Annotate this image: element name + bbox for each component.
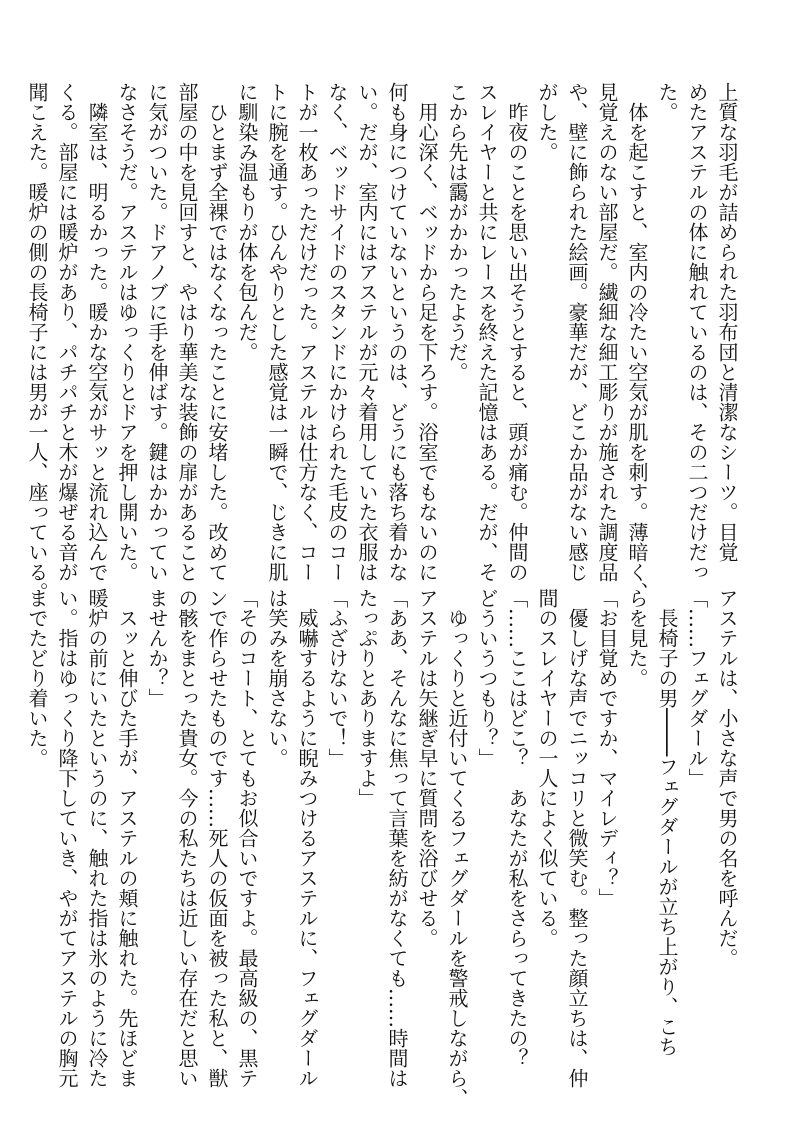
text-line: たっぷりとありますよ」 <box>355 588 379 808</box>
text-line: い。指はゆっくり降下していき、やがてアステルの胸元 <box>55 588 79 1088</box>
text-line: までたどり着いた。 <box>25 588 49 768</box>
text-line: い。だが、室内にはアステルが元々着用していた衣服は <box>355 82 379 582</box>
text-line: 長椅子の男────フェグダールが立ち上がり、こち <box>655 588 679 1057</box>
text-line: トが一枚あっただけだった。アステルは仕方なく、コー <box>295 82 319 582</box>
text-line: スレイヤーと共にレースを終えた記憶はある。だが、そ <box>475 82 499 582</box>
text-line: ひとまず全裸ではなくなったことに安堵した。改めて <box>205 82 229 582</box>
text-line: 「ふざけないで！」 <box>325 588 349 768</box>
text-line: 「お目覚めですか、マイレディ？」 <box>595 588 619 908</box>
text-line: 聞こえた。暖炉の側の長椅子には男が一人、座っている。 <box>25 82 49 602</box>
text-line: た。 <box>655 82 679 122</box>
text-line: 間のスレイヤーの一人によく似ている。 <box>535 588 559 948</box>
text-line: 「ああ、そんなに焦って言葉を紡がなくても……時間は <box>385 588 409 1088</box>
lower-text-block <box>25 588 742 1108</box>
text-line: 隣室は、明るかった。暖かな空気がサッと流れ込んで <box>85 82 109 582</box>
text-line: 用心深く、ベッドから足を下ろす。浴室でもないのに <box>415 82 439 582</box>
text-line: トに腕を通す。ひんやりとした感覚は一瞬で、じきに肌 <box>265 82 289 582</box>
text-line: や、壁に飾られた絵画。豪華だが、どこか品がない感じ <box>565 82 589 582</box>
text-line: スッと伸びた手が、アステルの頬に触れた。先ほどま <box>115 588 139 1088</box>
text-line: がした。 <box>535 82 559 162</box>
text-line: 「……ここはどこ？ あなたが私をさらってきたの？ <box>505 588 529 1068</box>
text-line: めたアステルの体に触れているのは、その二つだけだっ <box>685 82 709 582</box>
text-line: 見覚えのない部屋だ。繊細な細工彫りが施された調度品 <box>595 82 619 582</box>
text-line: に気がついた。ドアノブに手を伸ばす。鍵はかかってい <box>145 82 169 582</box>
text-line: なく、ベッドサイドのスタンドにかけられた毛皮のコー <box>325 82 349 582</box>
text-line: 部屋の中を見回すと、やはり華美な装飾の扉があること <box>175 82 199 582</box>
text-line: 体を起こすと、室内の冷たい空気が肌を刺す。薄暗く、 <box>625 82 649 602</box>
text-line: なさそうだ。アステルはゆっくりとドアを押し開いた。 <box>115 82 139 582</box>
text-line: ませんか？」 <box>145 588 169 708</box>
text-line: 「そのコート、とてもお似合いですよ。最高級の、黒テ <box>235 588 259 1088</box>
text-line: は笑みを崩さない。 <box>265 588 289 768</box>
text-line: ンで作らせたものです……死人の仮面を被った私と、獣 <box>205 588 229 1088</box>
text-line: アステルは、小さな声で男の名を呼んだ。 <box>715 588 739 968</box>
text-line: 何も身につけていないというのは、どうにも落ち着かな <box>385 82 409 582</box>
text-line: 「……フェグダール」 <box>685 588 709 788</box>
text-line: 威嚇するように睨みつけるアステルに、フェグダール <box>295 588 319 1088</box>
text-line: に馴染み温もりが体を包んだ。 <box>235 82 259 362</box>
text-line: らを見た。 <box>625 588 649 688</box>
text-line: くる。部屋には暖炉があり、パチパチと木が爆ぜる音が <box>55 82 79 582</box>
text-line: ゆっくりと近付いてくるフェグダールを警戒しながら、 <box>445 588 469 1108</box>
text-line: どういうつもり？」 <box>475 588 499 768</box>
upper-text-block <box>25 82 742 602</box>
text-line: 昨夜のことを思い出そうとすると、頭が痛む。仲間の <box>505 82 529 582</box>
text-line: こから先は靄がかかったようだ。 <box>445 82 469 382</box>
text-line: 上質な羽毛が詰められた羽布団と清潔なシーツ。目覚 <box>715 82 739 562</box>
text-line: 優しげな声でニッコリと微笑む。整った顔立ちは、仲 <box>565 588 589 1088</box>
text-line: アステルは矢継ぎ早に質問を浴びせる。 <box>415 588 439 948</box>
text-line: 暖炉の前にいたというのに、触れた指は氷のように冷た <box>85 588 109 1088</box>
text-line: の骸をまとった貴女。今の私たちは近しい存在だと思い <box>175 588 199 1088</box>
